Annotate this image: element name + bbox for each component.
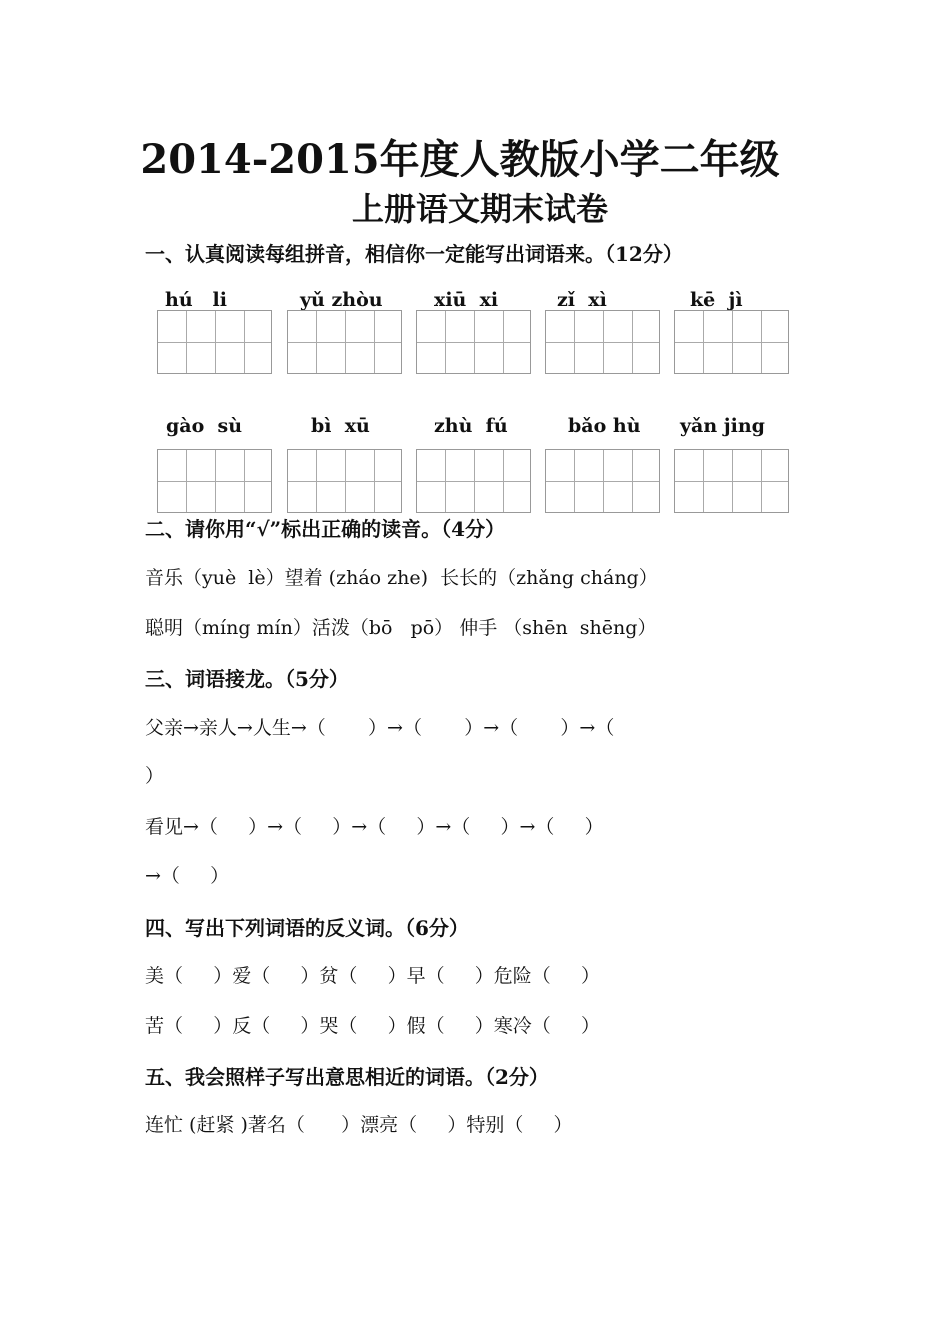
writing-grid[interactable] bbox=[416, 449, 531, 513]
writing-grid[interactable] bbox=[545, 310, 660, 374]
pinyin-label: xiū xi bbox=[434, 289, 499, 311]
pinyin-label: gào sù bbox=[166, 415, 243, 437]
writing-grid[interactable] bbox=[157, 310, 272, 374]
writing-grid[interactable] bbox=[287, 449, 402, 513]
word-chain-line: 看见→（ ）→（ ）→（ ）→（ ）→（ ） bbox=[145, 816, 604, 838]
word-chain-line: 父亲→亲人→人生→（ ）→（ ）→（ ）→（ bbox=[145, 717, 615, 739]
reading-choice-line: 音乐（yuè lè）望着 (zháo zhe) 长长的（zhǎng cháng） bbox=[145, 567, 658, 589]
section-5-heading: 五、我会照样子写出意思相近的词语。（2分） bbox=[145, 1065, 549, 1089]
synonym-line: 连忙 (赶紧 )著名（ ）漂亮（ ）特别（ ） bbox=[145, 1114, 573, 1136]
pinyin-label: hú li bbox=[165, 289, 227, 311]
writing-grid[interactable] bbox=[157, 449, 272, 513]
pinyin-label: bǎo hù bbox=[568, 415, 641, 437]
title-line-2: 上册语文期末试卷 bbox=[351, 190, 608, 228]
writing-grid[interactable] bbox=[287, 310, 402, 374]
word-chain-line: →（ ） bbox=[145, 865, 230, 887]
pinyin-label: kē jì bbox=[690, 289, 743, 311]
section-2-heading: 二、请你用“√”标出正确的读音。（4分） bbox=[145, 517, 506, 541]
word-chain-line: ） bbox=[145, 765, 165, 787]
pinyin-label: zǐ xì bbox=[557, 289, 607, 311]
section-4-heading: 四、写出下列词语的反义词。（6分） bbox=[145, 916, 469, 940]
title-line-1: 2014-2015年度人教版小学二年级 bbox=[140, 136, 780, 183]
antonym-line: 苦（ ）反（ ）哭（ ）假（ ）寒冷（ ） bbox=[145, 1015, 600, 1037]
writing-grid[interactable] bbox=[674, 310, 789, 374]
pinyin-label: bì xū bbox=[311, 415, 370, 437]
antonym-line: 美（ ）爱（ ）贫（ ）早（ ）危险（ ） bbox=[145, 965, 600, 987]
reading-choice-line: 聪明（míng mín）活泼（bō pō） 伸手 （shēn shēng） bbox=[145, 617, 657, 639]
pinyin-label: yǔ zhòu bbox=[300, 289, 383, 311]
writing-grid[interactable] bbox=[416, 310, 531, 374]
section-3-heading: 三、词语接龙。（5分） bbox=[145, 667, 349, 691]
writing-grid[interactable] bbox=[545, 449, 660, 513]
writing-grid[interactable] bbox=[674, 449, 789, 513]
section-1-heading: 一、认真阅读每组拼音，相信你一定能写出词语来。（12分） bbox=[145, 242, 683, 266]
pinyin-label: yǎn jing bbox=[680, 415, 765, 437]
pinyin-label: zhù fú bbox=[434, 415, 508, 437]
